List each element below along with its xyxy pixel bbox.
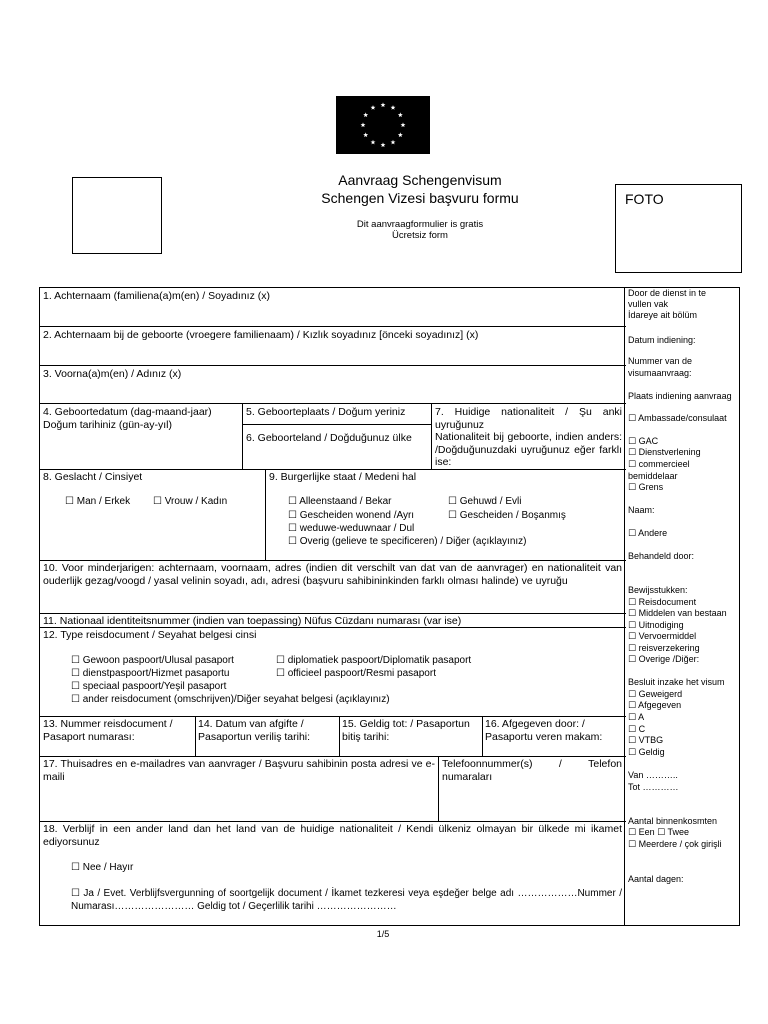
field-7-at-birth: Nationaliteit bij geboorte, indien anders: /Doğduğunuzdaki uyruğunuz eğer farklı ise: — [435, 431, 622, 468]
sidebar-checkbox-c[interactable]: ☐ C — [628, 724, 646, 734]
sidebar-line: Besluit inzake het visum — [628, 677, 725, 687]
sidebar-application-number[interactable]: visumaanvraag: — [628, 368, 692, 378]
sidebar-checkbox-other[interactable]: ☐ Andere — [628, 528, 668, 538]
checkbox-divorced[interactable]: ☐ Gescheiden / Boşanmış — [448, 510, 566, 521]
field-9-civil-status: 9. Burgerlijke staat / Medeni hal — [269, 471, 417, 483]
star-icon — [371, 105, 376, 110]
checkbox-other-document[interactable]: ☐ ander reisdocument (omschrijven)/Diğer seyahat belgesi (açıklayınız) — [71, 694, 390, 705]
sidebar-name[interactable]: Naam: — [628, 505, 655, 515]
checkbox-male[interactable]: ☐ Man / Erkek — [65, 496, 131, 507]
field-17-phone[interactable]: Telefoonnummer(s) / Telefon numaraları — [442, 758, 622, 783]
field-11-national-id[interactable]: 11. Nationaal identiteitsnummer (indien van toepassing) Nüfus Cüzdanı numarası (var ise) — [43, 615, 462, 627]
official-use-sidebar — [625, 287, 740, 926]
sidebar-checkbox-a[interactable]: ☐ A — [628, 712, 645, 722]
field-18-residence: 18. Verblijf in een ander land dan het land van de huidige nationaliteit / Kendi ülkeniz olmayan bir ülkede mi ikamet ediyorsunuz — [43, 823, 622, 848]
sidebar-checkbox-border[interactable]: ☐ Grens — [628, 482, 664, 492]
sidebar-line: Door de dienst in te — [628, 288, 707, 298]
sidebar-line: Bewijsstukken: — [628, 585, 688, 595]
sidebar-checkbox-other-docs[interactable]: ☐ Overige /Diğer: — [628, 654, 700, 664]
field-10-guardian[interactable]: 10. Voor minderjarigen: achternaam, voornaam, adres (indien dit verschilt van dat van de aanvrager) en nationaliteit van ouderlijk gezag/voogd / yasal velinin soyadı, adı, adresi (başvuru sahibininkinden farklı olması halinde) ve uyruğu — [43, 562, 622, 587]
sidebar-checkbox-embassy[interactable]: ☐ Ambassade/consulaat — [628, 413, 727, 423]
sidebar-line: Nummer van de — [628, 356, 693, 366]
form-title-turkish: Schengen Vizesi başvuru formu — [321, 190, 519, 206]
field-3-first-name[interactable]: 3. Voorna(a)m(en) / Adınız (x) — [43, 368, 182, 380]
photo-box-left — [72, 177, 162, 254]
sidebar-checkbox-service[interactable]: ☐ Dienstverlening — [628, 447, 701, 457]
field-14-issue-date[interactable]: 14. Datum van afgifte / Pasaportun veriliş tarihi: — [198, 718, 311, 743]
sidebar-valid-to[interactable]: Tot ………… — [628, 782, 679, 792]
field-5-birth-place[interactable]: 5. Geboorteplaats / Doğum yeriniz — [246, 406, 406, 418]
sidebar-line: Plaats indiening aanvraag — [628, 391, 732, 401]
field-1-surname[interactable]: 1. Achternaam (familiena(a)m(en) / Soyadınız (x) — [43, 290, 271, 302]
sidebar-submission-date[interactable]: Datum indiening: — [628, 335, 696, 345]
page-number: 1/5 — [376, 929, 390, 939]
star-icon — [363, 132, 368, 137]
checkbox-diplomatic-passport[interactable]: ☐ diplomatiek paspoort/Diplomatik pasaport — [276, 655, 472, 666]
free-notice-turkish: Ücretsiz form — [392, 230, 448, 241]
photo-label: FOTO — [625, 191, 664, 207]
field-8-sex: 8. Geslacht / Cinsiyet — [43, 471, 143, 483]
field-4-birth-date[interactable]: 4. Geboortedatum (dag-maand-jaar) Doğum tarihiniz (gün-ay-yıl) — [43, 406, 212, 431]
sidebar-line: bemiddelaar — [628, 471, 678, 481]
field-15-valid-until[interactable]: 15. Geldig tot: / Pasaportun bitiş tarihi: — [342, 718, 470, 743]
checkbox-official-passport[interactable]: ☐ officieel paspoort/Resmi pasaport — [276, 668, 436, 679]
sidebar-line: vullen vak — [628, 299, 669, 309]
sidebar-valid-from[interactable]: Van ……….. — [628, 770, 678, 780]
form-title-dutch: Aanvraag Schengenvisum — [338, 172, 502, 188]
checkbox-married[interactable]: ☐ Gehuwd / Evli — [448, 496, 522, 507]
field-7-current: 7. Huidige nationaliteit / Şu anki uyruğunuz — [435, 406, 622, 431]
sidebar-checkbox-invitation[interactable]: ☐ Uitnodiging — [628, 620, 684, 630]
field-2-birth-surname[interactable]: 2. Achternaam bij de geboorte (vroegere familienaam) / Kızlık soyadınız [önceki soyadınız] (x) — [43, 329, 479, 341]
checkbox-service-passport[interactable]: ☐ dienstpaspoort/Hizmet pasaportu — [71, 668, 230, 679]
sidebar-checkbox-issued[interactable]: ☐ Afgegeven — [628, 700, 682, 710]
field-16-issued-by[interactable]: 16. Afgegeven door: / Pasaportu veren makam: — [485, 718, 603, 743]
checkbox-residence-yes[interactable]: ☐ Ja / Evet. Verblijfsvergunning of soortgelijk document / İkamet tezkeresi veya eşdeğer belge adı ………………Nummer / Numarası…………………… Geldig tot / Geçerlilik tarihi …………………… — [71, 888, 622, 912]
field-6-birth-country[interactable]: 6. Geboorteland / Doğduğunuz ülke — [246, 432, 412, 444]
star-icon — [391, 105, 396, 110]
star-icon — [381, 102, 386, 107]
checkbox-single[interactable]: ☐ Alleenstaand / Bekar — [288, 496, 392, 507]
checkbox-special-passport[interactable]: ☐ speciaal paspoort/Yeşil pasaport — [71, 681, 227, 692]
eu-flag-logo — [336, 96, 430, 154]
photo-box — [615, 184, 742, 273]
sidebar-checkbox-means[interactable]: ☐ Middelen van bestaan — [628, 608, 727, 618]
free-notice-dutch: Dit aanvraagformulier is gratis — [356, 219, 484, 230]
sidebar-handled-by[interactable]: Behandeld door: — [628, 551, 695, 561]
star-icon — [398, 112, 403, 117]
application-form — [39, 287, 625, 926]
sidebar-line: Aantal binnenkosmten — [628, 816, 718, 826]
sidebar-number-of-days[interactable]: Aantal dagen: — [628, 874, 684, 884]
checkbox-widow[interactable]: ☐ weduwe-weduwnaar / Dul — [288, 523, 415, 534]
checkbox-residence-no[interactable]: ☐ Nee / Hayır — [71, 862, 134, 873]
star-icon — [398, 132, 403, 137]
sidebar-checkbox-insurance[interactable]: ☐ reisverzekering — [628, 643, 700, 653]
checkbox-separated[interactable]: ☐ Gescheiden wonend /Ayrı — [288, 510, 415, 521]
star-icon — [363, 112, 368, 117]
checkbox-other-status[interactable]: ☐ Overig (gelieve te specificeren) / Diğer (açıklayınız) — [288, 536, 527, 547]
field-13-doc-number[interactable]: 13. Nummer reisdocument / Pasaport numarası: — [43, 718, 173, 743]
field-7-nationality[interactable] — [435, 406, 622, 469]
field-17-address[interactable]: 17. Thuisadres en e-mailadres van aanvrager / Başvuru sahibinin posta adresi ve e-maili — [43, 758, 435, 783]
checkbox-ordinary-passport[interactable]: ☐ Gewoon paspoort/Ulusal pasaport — [71, 655, 234, 666]
star-icon — [391, 140, 396, 145]
star-icon — [371, 140, 376, 145]
sidebar-checkbox-entries[interactable]: ☐ Een ☐ Twee — [628, 827, 690, 837]
sidebar-checkbox-transport[interactable]: ☐ Vervoermiddel — [628, 631, 697, 641]
sidebar-checkbox-commercial[interactable]: ☐ commercieel — [628, 459, 690, 469]
field-12-doc-type: 12. Type reisdocument / Seyahat belgesi cinsi — [43, 629, 257, 641]
sidebar-checkbox-gac[interactable]: ☐ GAC — [628, 436, 659, 446]
sidebar-checkbox-valid[interactable]: ☐ Geldig — [628, 747, 665, 757]
star-icon — [401, 122, 406, 127]
sidebar-checkbox-multiple[interactable]: ☐ Meerdere / çok girişli — [628, 839, 722, 849]
star-icon — [381, 142, 386, 147]
sidebar-checkbox-travel-doc[interactable]: ☐ Reisdocument — [628, 597, 697, 607]
sidebar-checkbox-vtbg[interactable]: ☐ VTBG — [628, 735, 664, 745]
checkbox-female[interactable]: ☐ Vrouw / Kadın — [153, 496, 228, 507]
star-icon — [361, 122, 366, 127]
sidebar-line: İdareye ait bölüm — [628, 310, 698, 320]
sidebar-checkbox-refused[interactable]: ☐ Geweigerd — [628, 689, 683, 699]
